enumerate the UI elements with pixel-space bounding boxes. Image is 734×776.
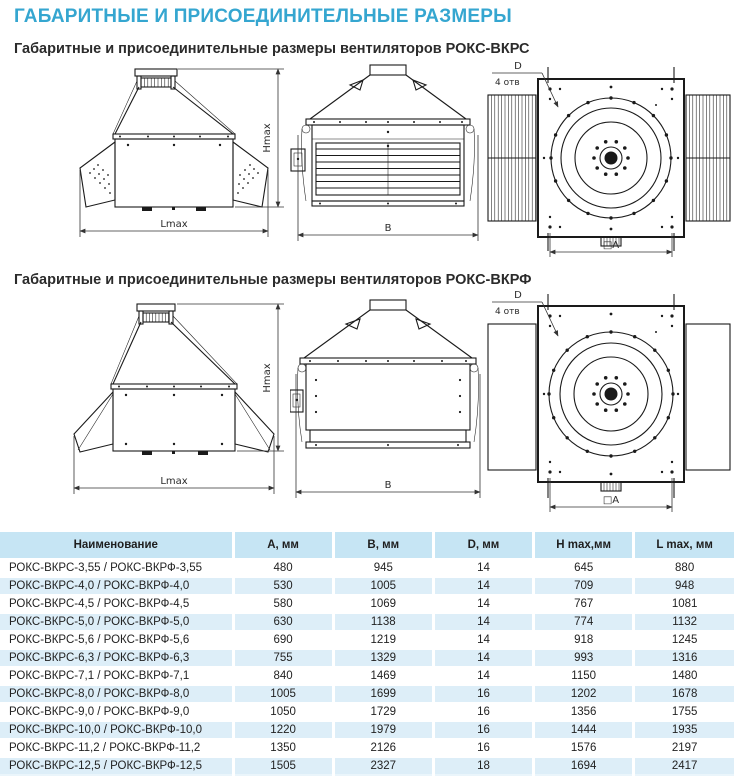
table-header-row xyxy=(0,532,734,559)
d-label: D xyxy=(514,61,522,72)
cell-b-mm: 1138 xyxy=(333,613,433,631)
column-header-name: Наименование xyxy=(0,532,233,559)
drawings-row-vkrf xyxy=(0,288,734,520)
cell-model-name: РОКС-ВКРС-3,55 / РОКС-ВКРФ-3,55 xyxy=(0,559,233,577)
cell-model-name: РОКС-ВКРС-8,0 / РОКС-ВКРФ-8,0 xyxy=(0,685,233,703)
cell-d-mm: 16 xyxy=(433,721,533,739)
cell-d-mm: 18 xyxy=(433,757,533,775)
cell-model-name: РОКС-ВКРС-4,0 / РОКС-ВКРФ-4,0 xyxy=(0,577,233,595)
cell-model-name: РОКС-ВКРС-11,2 / РОКС-ВКРФ-11,2 xyxy=(0,739,233,757)
cell-b-mm: 1729 xyxy=(333,703,433,721)
cell-a-mm: 480 xyxy=(233,559,333,577)
holes-label: 4 отв xyxy=(495,78,520,88)
left-flap xyxy=(80,142,115,207)
cell-lmax-mm: 948 xyxy=(634,577,734,595)
cell-a-mm: 1220 xyxy=(233,721,333,739)
cell-hmax-mm: 1444 xyxy=(534,721,634,739)
left-flap xyxy=(74,392,113,452)
cell-model-name: РОКС-ВКРС-4,5 / РОКС-ВКРФ-4,5 xyxy=(0,595,233,613)
cell-lmax-mm: 1935 xyxy=(634,721,734,739)
hmax-label: Hmax xyxy=(262,123,273,153)
table-row xyxy=(0,685,734,703)
cell-lmax-mm: 2417 xyxy=(634,757,734,775)
cell-a-mm: 840 xyxy=(233,667,333,685)
dimension-hmax xyxy=(177,304,284,451)
b-label: В xyxy=(384,223,392,234)
cell-b-mm: 1469 xyxy=(333,667,433,685)
table-row xyxy=(0,595,734,613)
table-row xyxy=(0,757,734,775)
cell-a-mm: 580 xyxy=(233,595,333,613)
cell-b-mm: 2327 xyxy=(333,757,433,775)
fan-body xyxy=(312,125,464,206)
side-panel-right xyxy=(686,324,730,470)
hmax-label: Hmax xyxy=(262,363,273,393)
cell-b-mm: 1219 xyxy=(333,631,433,649)
motor-cap xyxy=(370,65,406,75)
vkrf-front-view-drawing xyxy=(16,294,292,516)
fan-body xyxy=(115,139,233,211)
column-header-b: В, мм xyxy=(333,532,433,559)
column-header-a: А, мм xyxy=(233,532,333,559)
cell-model-name: РОКС-ВКРС-12,5 / РОКС-ВКРФ-12,5 xyxy=(0,757,233,775)
dimension-square-a xyxy=(550,478,672,512)
cell-a-mm: 1005 xyxy=(233,685,333,703)
motor-cap xyxy=(370,300,406,310)
column-header-lmax: L max, мм xyxy=(634,532,734,559)
hood xyxy=(111,316,237,389)
cell-lmax-mm: 1245 xyxy=(634,631,734,649)
page-title: ГАБАРИТНЫЕ И ПРИСОЕДИНИТЕЛЬНЫЕ РАЗМЕРЫ xyxy=(14,6,512,27)
cell-d-mm: 16 xyxy=(433,685,533,703)
cell-d-mm: 14 xyxy=(433,559,533,577)
cell-a-mm: 755 xyxy=(233,649,333,667)
cell-d-mm: 14 xyxy=(433,577,533,595)
hood xyxy=(113,81,235,139)
cell-d-mm: 14 xyxy=(433,667,533,685)
cell-hmax-mm: 774 xyxy=(534,613,634,631)
dimensions-table xyxy=(0,532,734,776)
cell-b-mm: 945 xyxy=(333,559,433,577)
cell-a-mm: 530 xyxy=(233,577,333,595)
column-header-hmax: Н max,мм xyxy=(534,532,634,559)
column-header-d: D, мм xyxy=(433,532,533,559)
cell-model-name: РОКС-ВКРС-10,0 / РОКС-ВКРФ-10,0 xyxy=(0,721,233,739)
cell-hmax-mm: 767 xyxy=(534,595,634,613)
cell-b-mm: 1005 xyxy=(333,577,433,595)
cell-model-name: РОКС-ВКРС-7,1 / РОКС-ВКРФ-7,1 xyxy=(0,667,233,685)
section-heading-vkrf: Габаритные и присоединительные размеры вентиляторов РОКС-ВКРФ xyxy=(14,272,532,288)
cell-hmax-mm: 1202 xyxy=(534,685,634,703)
table-row xyxy=(0,613,734,631)
b-label: В xyxy=(384,480,392,491)
cell-lmax-mm: 1678 xyxy=(634,685,734,703)
impeller-circles xyxy=(549,96,672,219)
table-row xyxy=(0,721,734,739)
hood xyxy=(300,310,476,364)
vkrf-top-view-drawing xyxy=(482,288,732,516)
d-label: D xyxy=(514,290,522,301)
cell-a-mm: 1505 xyxy=(233,757,333,775)
holes-label: 4 отв xyxy=(495,307,520,317)
cell-lmax-mm: 1316 xyxy=(634,649,734,667)
section-heading-vkrs: Габаритные и присоединительные размеры вентиляторов РОКС-ВКРС xyxy=(14,41,530,57)
drawings-row-vkrs xyxy=(0,57,734,259)
side-panel-left xyxy=(488,324,536,470)
motor-cap xyxy=(137,304,175,324)
cell-d-mm: 14 xyxy=(433,631,533,649)
cell-d-mm: 14 xyxy=(433,613,533,631)
cell-a-mm: 690 xyxy=(233,631,333,649)
vkrs-side-view-drawing xyxy=(290,57,486,257)
vkrs-top-view-drawing xyxy=(482,57,732,261)
cell-b-mm: 1069 xyxy=(333,595,433,613)
cell-hmax-mm: 918 xyxy=(534,631,634,649)
square-a-label: □А xyxy=(602,240,620,251)
cell-hmax-mm: 1150 xyxy=(534,667,634,685)
cell-b-mm: 1329 xyxy=(333,649,433,667)
table-row xyxy=(0,703,734,721)
table-row xyxy=(0,739,734,757)
table-row xyxy=(0,631,734,649)
cell-hmax-mm: 993 xyxy=(534,649,634,667)
cell-model-name: РОКС-ВКРС-5,6 / РОКС-ВКРФ-5,6 xyxy=(0,631,233,649)
side-louver-left xyxy=(488,95,536,221)
impeller-circles xyxy=(547,330,674,457)
cell-b-mm: 1699 xyxy=(333,685,433,703)
lmax-label: Lmax xyxy=(160,219,188,230)
cell-lmax-mm: 1480 xyxy=(634,667,734,685)
vkrf-side-view-drawing xyxy=(290,294,486,516)
cell-a-mm: 1350 xyxy=(233,739,333,757)
cell-b-mm: 1979 xyxy=(333,721,433,739)
cell-hmax-mm: 1694 xyxy=(534,757,634,775)
fan-body xyxy=(113,389,235,455)
motor-cap xyxy=(135,69,177,89)
dimension-lmax xyxy=(80,170,268,237)
fan-body xyxy=(306,364,470,448)
table-row xyxy=(0,577,734,595)
dimension-b xyxy=(296,374,480,498)
cell-lmax-mm: 1755 xyxy=(634,703,734,721)
vkrs-front-view-drawing xyxy=(16,57,292,257)
table-row xyxy=(0,649,734,667)
cell-model-name: РОКС-ВКРС-6,3 / РОКС-ВКРФ-6,3 xyxy=(0,649,233,667)
cell-model-name: РОКС-ВКРС-9,0 / РОКС-ВКРФ-9,0 xyxy=(0,703,233,721)
lmax-label: Lmax xyxy=(160,476,188,487)
cell-lmax-mm: 880 xyxy=(634,559,734,577)
right-flap xyxy=(235,392,274,452)
cell-lmax-mm: 2197 xyxy=(634,739,734,757)
cell-lmax-mm: 1081 xyxy=(634,595,734,613)
table-row xyxy=(0,667,734,685)
terminal-box xyxy=(290,390,303,412)
side-louver-right xyxy=(686,95,730,221)
square-a-label: □А xyxy=(602,495,620,506)
cell-a-mm: 1050 xyxy=(233,703,333,721)
cell-hmax-mm: 709 xyxy=(534,577,634,595)
hood xyxy=(306,75,470,125)
cell-hmax-mm: 1576 xyxy=(534,739,634,757)
cell-d-mm: 14 xyxy=(433,649,533,667)
cell-a-mm: 630 xyxy=(233,613,333,631)
cell-hmax-mm: 645 xyxy=(534,559,634,577)
cell-d-mm: 16 xyxy=(433,703,533,721)
cell-lmax-mm: 1132 xyxy=(634,613,734,631)
cell-hmax-mm: 1356 xyxy=(534,703,634,721)
table-row xyxy=(0,559,734,577)
cell-b-mm: 2126 xyxy=(333,739,433,757)
cell-d-mm: 14 xyxy=(433,595,533,613)
cell-d-mm: 16 xyxy=(433,739,533,757)
bottom-connector xyxy=(601,482,621,491)
cell-model-name: РОКС-ВКРС-5,0 / РОКС-ВКРФ-5,0 xyxy=(0,613,233,631)
